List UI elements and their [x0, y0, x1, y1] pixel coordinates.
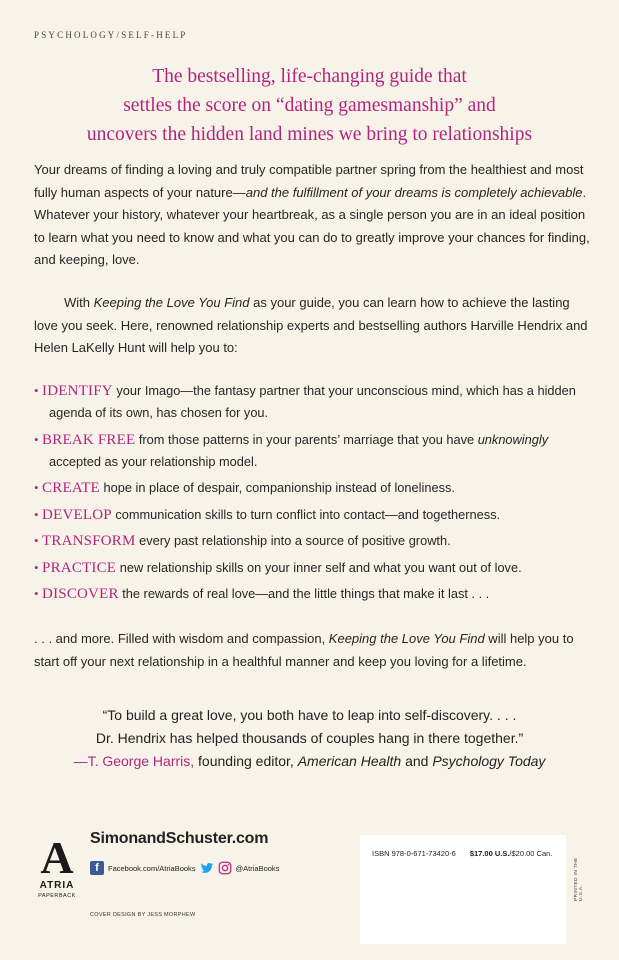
- bullet-text: the rewards of real love—and the little things that make it last . . .: [118, 586, 490, 601]
- price-can: /$20.00 Can.: [509, 849, 553, 858]
- barcode-area: [360, 835, 566, 944]
- bullet-text: communication skills to turn conflict into contact—and togetherness.: [111, 506, 501, 522]
- text-run: as your guide, you can learn how to achieve the lasting love you seek. Here, renowned relationship experts and bestselling authors Harville Hendrix and Helen LaKelly Hunt will help you to:: [34, 295, 588, 355]
- bullet-text: new relationship skills on your inner self and what you want out of love.: [116, 559, 522, 575]
- attribution-and: and: [401, 753, 433, 769]
- bullet-text-italic: unknowingly: [477, 431, 549, 447]
- attribution-name: —T. George Harris,: [73, 753, 195, 769]
- atria-logo: [34, 833, 80, 903]
- text-run: will help you to start off your next relationship in a healthful manner and keep you loving for a lifetime.: [34, 631, 574, 669]
- book-title: Keeping the Love You Find: [328, 631, 485, 646]
- bullet-marker: •: [34, 560, 39, 575]
- facebook-link[interactable]: Facebook.com/AtriaBooks: [108, 863, 196, 873]
- quote-line: “To build a great love, you both have to leap into self-discovery. . . .: [102, 707, 517, 723]
- list-item: [34, 429, 594, 473]
- cover-design-credit: COVER DESIGN BY JESS MORPHEW: [90, 912, 196, 918]
- bullet-keyword: PRACTICE: [42, 559, 117, 576]
- publisher-website[interactable]: SimonandSchuster.com: [90, 830, 269, 847]
- headline-line: settles the score on “dating gamesmanship” and: [123, 95, 496, 116]
- bullet-marker: •: [34, 507, 39, 522]
- headline: [0, 62, 619, 149]
- bullet-keyword: BREAK FREE: [42, 431, 136, 448]
- publication-name: American Health: [297, 753, 402, 769]
- text-run: . Whatever your history, whatever your heartbreak, as a single person you are in an ideal position to learn what you need to know and what you can do to greatly improve your chances for finding, and keeping, love.: [34, 184, 590, 267]
- text-run-italic: and the fulfillment of your dreams is completely achievable: [245, 184, 583, 200]
- bullet-text: your Imago—the fantasy partner that your unconscious mind, which has a hidden agenda of its own, has chosen for you.: [49, 383, 576, 420]
- isbn-price-line: [372, 849, 552, 858]
- list-item: [34, 557, 594, 579]
- instagram-icon[interactable]: [218, 861, 232, 875]
- list-item: [34, 530, 594, 552]
- headline-line: uncovers the hidden land mines we bring to relationships: [86, 124, 533, 145]
- logo-sub: PAPERBACK: [38, 893, 76, 899]
- bullet-keyword: DISCOVER: [42, 586, 119, 602]
- social-links: [90, 860, 279, 876]
- price-us: $17.00 U.S.: [469, 849, 510, 858]
- list-item: [34, 583, 594, 605]
- book-title: Keeping the Love You Find: [93, 295, 250, 310]
- quote-line: Dr. Hendrix has helped thousands of couples hang in there together.”: [95, 730, 524, 746]
- bullet-keyword: TRANSFORM: [42, 533, 136, 549]
- bullet-text: accepted as your relationship model.: [49, 453, 258, 469]
- facebook-icon[interactable]: f: [90, 861, 104, 875]
- quote-attribution: [0, 750, 619, 773]
- intro-paragraph: [34, 159, 590, 272]
- bullet-text: every past relationship into a source of positive growth.: [135, 533, 451, 548]
- bullet-keyword: CREATE: [42, 480, 100, 496]
- social-handle[interactable]: @AtriaBooks: [235, 863, 280, 873]
- twitter-icon[interactable]: [200, 861, 214, 875]
- bullet-marker: •: [34, 481, 39, 495]
- text-run: Your dreams of finding a loving and truly compatible partner spring from the healthiest and most fully human aspects of your nature—: [34, 162, 584, 200]
- closing-paragraph: [34, 628, 590, 673]
- bullet-marker: •: [34, 587, 39, 601]
- isbn-number: ISBN 978-0-671-73420-6: [372, 849, 456, 858]
- logo-name: ATRIA: [39, 880, 75, 891]
- bullet-keyword: IDENTIFY: [42, 383, 113, 399]
- headline-line: The bestselling, life-changing guide that: [152, 66, 467, 87]
- bullet-marker: •: [34, 384, 39, 398]
- text-run: . . . and more. Filled with wisdom and compassion,: [34, 631, 329, 646]
- bullet-keyword: DEVELOP: [42, 506, 112, 523]
- attribution-role: founding editor,: [194, 753, 298, 769]
- bullet-marker: •: [34, 534, 39, 548]
- category-label: PSYCHOLOGY/SELF-HELP: [34, 30, 188, 40]
- printed-in-label: PRINTED IN THE U.S.A.: [574, 857, 584, 901]
- list-item: [34, 504, 594, 526]
- bullet-text: from those patterns in your parents’ marriage that you have: [135, 431, 478, 447]
- list-item: [34, 477, 594, 499]
- logo-letter: A: [40, 833, 74, 883]
- publication-name: Psychology Today: [432, 753, 546, 769]
- list-item: [34, 380, 594, 424]
- bullet-marker: •: [34, 432, 39, 447]
- text-run: With: [64, 295, 94, 310]
- endorsement-quote: [0, 704, 619, 773]
- guide-paragraph: [34, 292, 590, 360]
- bullet-text: hope in place of despair, companionship instead of loneliness.: [99, 480, 455, 495]
- benefits-list: [34, 380, 594, 610]
